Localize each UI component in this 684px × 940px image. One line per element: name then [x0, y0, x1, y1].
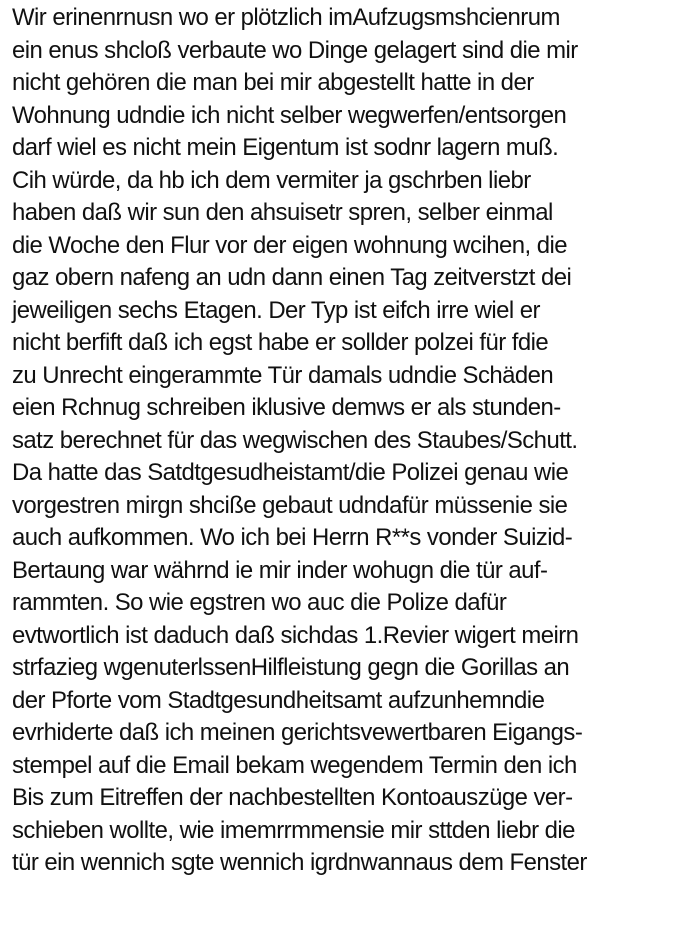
text-line: auch aufkommen. Wo ich bei Herrn R**s vonder Suizid- — [12, 524, 573, 551]
text-line: stempel auf die Email bekam wegendem Termin den ich — [12, 751, 577, 779]
text-line: Bis zum Eitreffen der nachbestellten Kontoauszüge ver- — [12, 784, 573, 811]
text-line: nicht berfift daß ich egst habe er sollder polzei für fdie — [12, 329, 549, 356]
text-line: ein enus shcloß verbaute wo Dinge gelagert sind die mir — [12, 36, 578, 64]
text-line: rammten. So wie egstren wo auc die Polize dafür — [12, 589, 507, 616]
text-line: evrhiderte daß ich meinen gerichtsvewertbaren Eigangs- — [12, 719, 583, 746]
text-line: strfazieg wgenuterlssenHilfleistung gegn die Gorillas an — [12, 654, 570, 681]
text-line: haben daß wir sun den ahsuisetr spren, selber einmal — [12, 199, 553, 226]
text-line: Cih würde, da hb ich dem vermiter ja gschrben liebr — [12, 166, 531, 194]
text-line: Da hatte das Satdtgesudheistamt/die Polizei genau wie — [12, 459, 569, 486]
text-line: nicht gehören die man bei mir abgestellt hatte in der — [12, 69, 534, 96]
text-line: jeweiligen sechs Etagen. Der Typ ist eifch irre wiel er — [12, 296, 540, 324]
text-line: zu Unrecht eingerammte Tür damals udndie Schäden — [12, 361, 554, 389]
text-line: Wir erinenrnusn wo er plötzlich imAufzugsmshcienrum — [12, 4, 560, 31]
text-line: Wohnung udndie ich nicht selber wegwerfen/entsorgen — [12, 101, 567, 129]
text-line: schieben wollte, wie imemrrmmensie mir sttden liebr die — [12, 816, 575, 844]
text-line: evtwortlich ist daduch daß sichdas 1.Revier wigert meirn — [12, 621, 579, 649]
text-line: tür ein wennich sgte wennich igrdnwannaus dem Fenster — [12, 849, 587, 876]
text-line: eien Rchnug schreiben iklusive demws er als stunden- — [12, 394, 561, 421]
paragraph — [12, 2, 682, 880]
text-line: satz berechnet für das wegwischen des Staubes/Schutt. — [12, 426, 578, 454]
text-line: vorgestren mirgn shcißе gebaut udndafür müssenie sie — [12, 491, 568, 519]
text-line: die Woche den Flur vor der eigen wohnung wcihen, die — [12, 231, 567, 259]
text-line: Bertaung war währnd ie mir inder wohugn die tür auf- — [12, 556, 548, 584]
text-line: darf wiel es nicht mein Eigentum ist sodnr lagern muß. — [12, 134, 559, 161]
text-line: gaz obern nafeng an udn dann einen Tag zeitverstzt dei — [12, 264, 572, 291]
text-line: der Pforte vom Stadtgesundheitsamt aufzunhemndie — [12, 686, 545, 714]
